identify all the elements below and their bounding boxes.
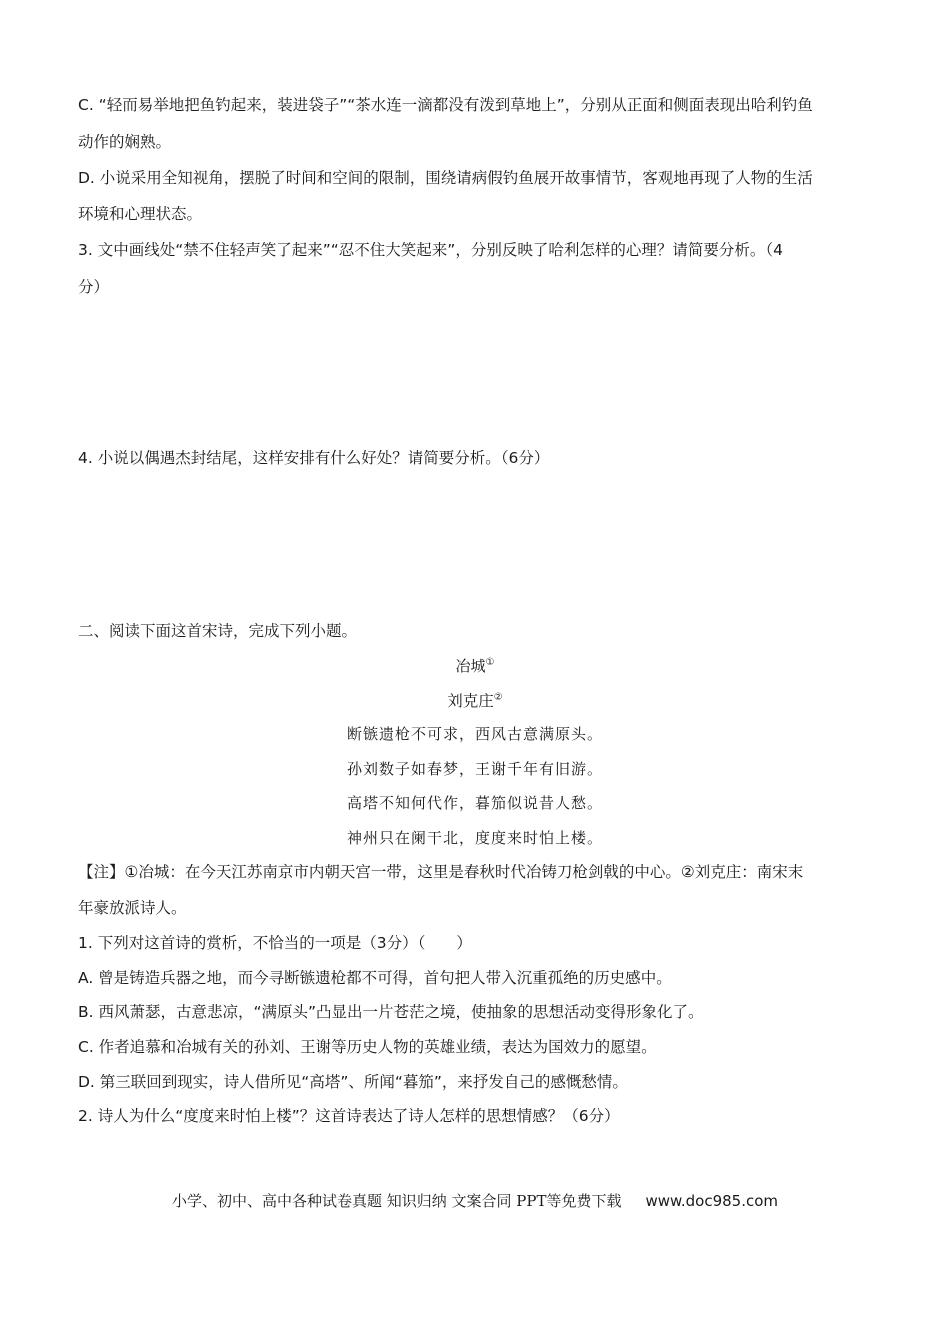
question-3-line2: 分） [78,278,110,296]
poem-author-footnote-mark: ② [493,691,503,703]
option-b: B. 西风萧瑟，古意悲凉，“满原头”凸显出一片苍茫之境，使抽象的思想活动变得形象化了。 [78,1003,704,1021]
note-line2: 年豪放派诗人。 [78,899,187,917]
option-d-line2: 环境和心理状态。 [78,205,203,223]
poem-line: 神州只在阑干北，度度来时怕上楼。 [346,829,603,847]
option-c-line1: C. “轻而易举地把鱼钓起来，装进袋子”“茶水连一滴都没有泼到草地上”，分别从正面和侧面表现出哈利钓鱼 [78,96,813,114]
poem-line: 断镞遗枪不可求，西风古意满原头。 [346,725,603,743]
option-d: D. 第三联回到现实，诗人借所见“高塔”、所闻“暮笳”，来抒发自己的感慨愁情。 [78,1073,628,1091]
poem-author [0,689,950,711]
poem-title-text: 冶城 [455,657,486,675]
question-1: 1. 下列对这首诗的赏析，不恰当的一项是（3分）（ ） [78,934,472,952]
note-line1: 【注】①冶城：在今天江苏南京市内朝天宫一带，这里是春秋时代冶铸刀枪剑戟的中心。②刘克庄：南宋末 [78,863,804,881]
question-3-line1: 3. 文中画线处“禁不住轻声笑了起来”“忍不住大笑起来”，分别反映了哈利怎样的心理？请简要分析。（4 [78,241,783,259]
option-c: C. 作者追慕和冶城有关的孙刘、王谢等历史人物的英雄业绩，表达为国效力的愿望。 [78,1038,657,1056]
option-d-line1: D. 小说采用全知视角，摆脱了时间和空间的限制，围绕请病假钓鱼展开故事情节，客观地再现了人物的生活 [78,169,813,187]
footer-text: 小学、初中、高中各种试卷真题 知识归纳 文案合同 PPT等免费下载 [171,1192,622,1210]
question-2: 2. 诗人为什么“度度来时怕上楼”？这首诗表达了诗人怎样的思想情感？（6分） [78,1107,620,1125]
poem-title-footnote-mark: ① [485,657,495,668]
footer [0,1190,950,1211]
section-heading: 二、阅读下面这首宋诗，完成下列小题。 [78,622,358,640]
poem-line: 高塔不知何代作，暮笳似说昔人愁。 [346,794,603,812]
option-a: A. 曾是铸造兵器之地，而今寻断镞遗枪都不可得，首句把人带入沉重孤绝的历史感中。 [78,969,672,987]
question-4: 4. 小说以偶遇杰封结尾，这样安排有什么好处？请简要分析。（6分） [78,449,550,467]
poem-author-text: 刘克庄 [447,692,494,710]
option-c-line2: 动作的娴熟。 [78,133,172,151]
poem-title [0,655,950,676]
poem-line: 孙刘数子如春梦，王谢千年有旧游。 [346,760,603,778]
footer-url[interactable]: www.doc985.com [645,1192,779,1210]
